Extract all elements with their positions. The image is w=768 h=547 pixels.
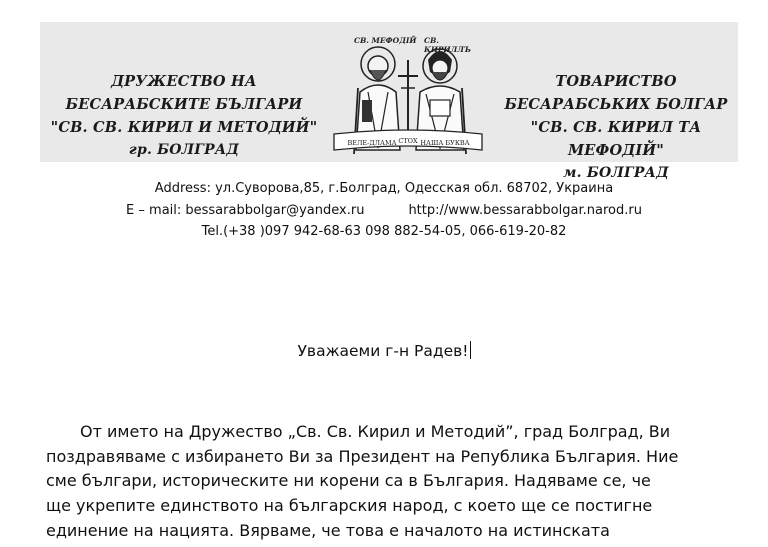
- icon-caption-cyril: СВ. КИРИЛЛЪ: [424, 36, 472, 54]
- icon-scroll-left-text: ВЕЛЕ-ДЛАМА: [347, 139, 397, 147]
- letterhead-banner: [40, 22, 738, 181]
- organization-name-ukrainian: [494, 70, 738, 185]
- contact-website[interactable]: http://www.bessarabbolgar.narod.ru: [408, 203, 642, 218]
- org-patron-line: "СВ. СВ. КИРИЛ ТА МЕФОДІЙ": [530, 119, 702, 159]
- icon-caption-methodius: СВ. МЕФОДІЙ: [354, 36, 417, 45]
- org-city-line: гр. БОЛГРАД: [128, 142, 240, 158]
- org-name-line: ДРУЖЕСТВО НА БЕСАРАБСКИТЕ БЪЛГАРИ: [65, 73, 303, 113]
- icon-scroll-center-text: СТОХ: [398, 137, 418, 145]
- organization-name-bulgarian: [46, 70, 322, 162]
- contact-phone: Tel.(+38 )097 942-68-63 098 882-54-05, 066-619-20-82: [201, 224, 567, 239]
- saints-cyril-methodius-icon: [328, 30, 488, 158]
- letter-greeting[interactable]: [0, 341, 768, 360]
- icon-scroll-right-text: НАША БУКВА: [420, 139, 470, 147]
- org-city-line: м. БОЛГРАД: [563, 165, 669, 181]
- body-line: сме българи, историческите ни корени са в България. Надяваме се, че: [46, 471, 651, 491]
- greeting-text: Уважаеми г-н Радев!: [297, 342, 469, 360]
- contact-email[interactable]: E – mail: bessarabbolgar@yandex.ru: [126, 203, 365, 218]
- org-name-line: ТОВАРИСТВО БЕСАРАБСЬКИХ БОЛГАР: [504, 73, 728, 113]
- body-line: поздравяваме с избирането Ви за Президент на Република България. Ние: [46, 446, 679, 466]
- body-line: От името на Дружество „Св. Св. Кирил и Методий”, град Болград, Ви: [80, 422, 671, 441]
- letter-body[interactable]: [46, 420, 746, 544]
- body-line: ще укрепите единството на българския народ, с което ще се постигне: [46, 496, 653, 516]
- body-line: единение на нацията. Вярваме, че това е началото на истинската: [46, 520, 610, 540]
- contact-address: Address: ул.Суворова,85, г.Болград, Одесская обл. 68702, Украина: [154, 181, 614, 196]
- org-patron-line: "СВ. СВ. КИРИЛ И МЕТОДИЙ": [50, 119, 318, 136]
- text-cursor: [470, 341, 471, 359]
- contact-email-web: [0, 203, 768, 218]
